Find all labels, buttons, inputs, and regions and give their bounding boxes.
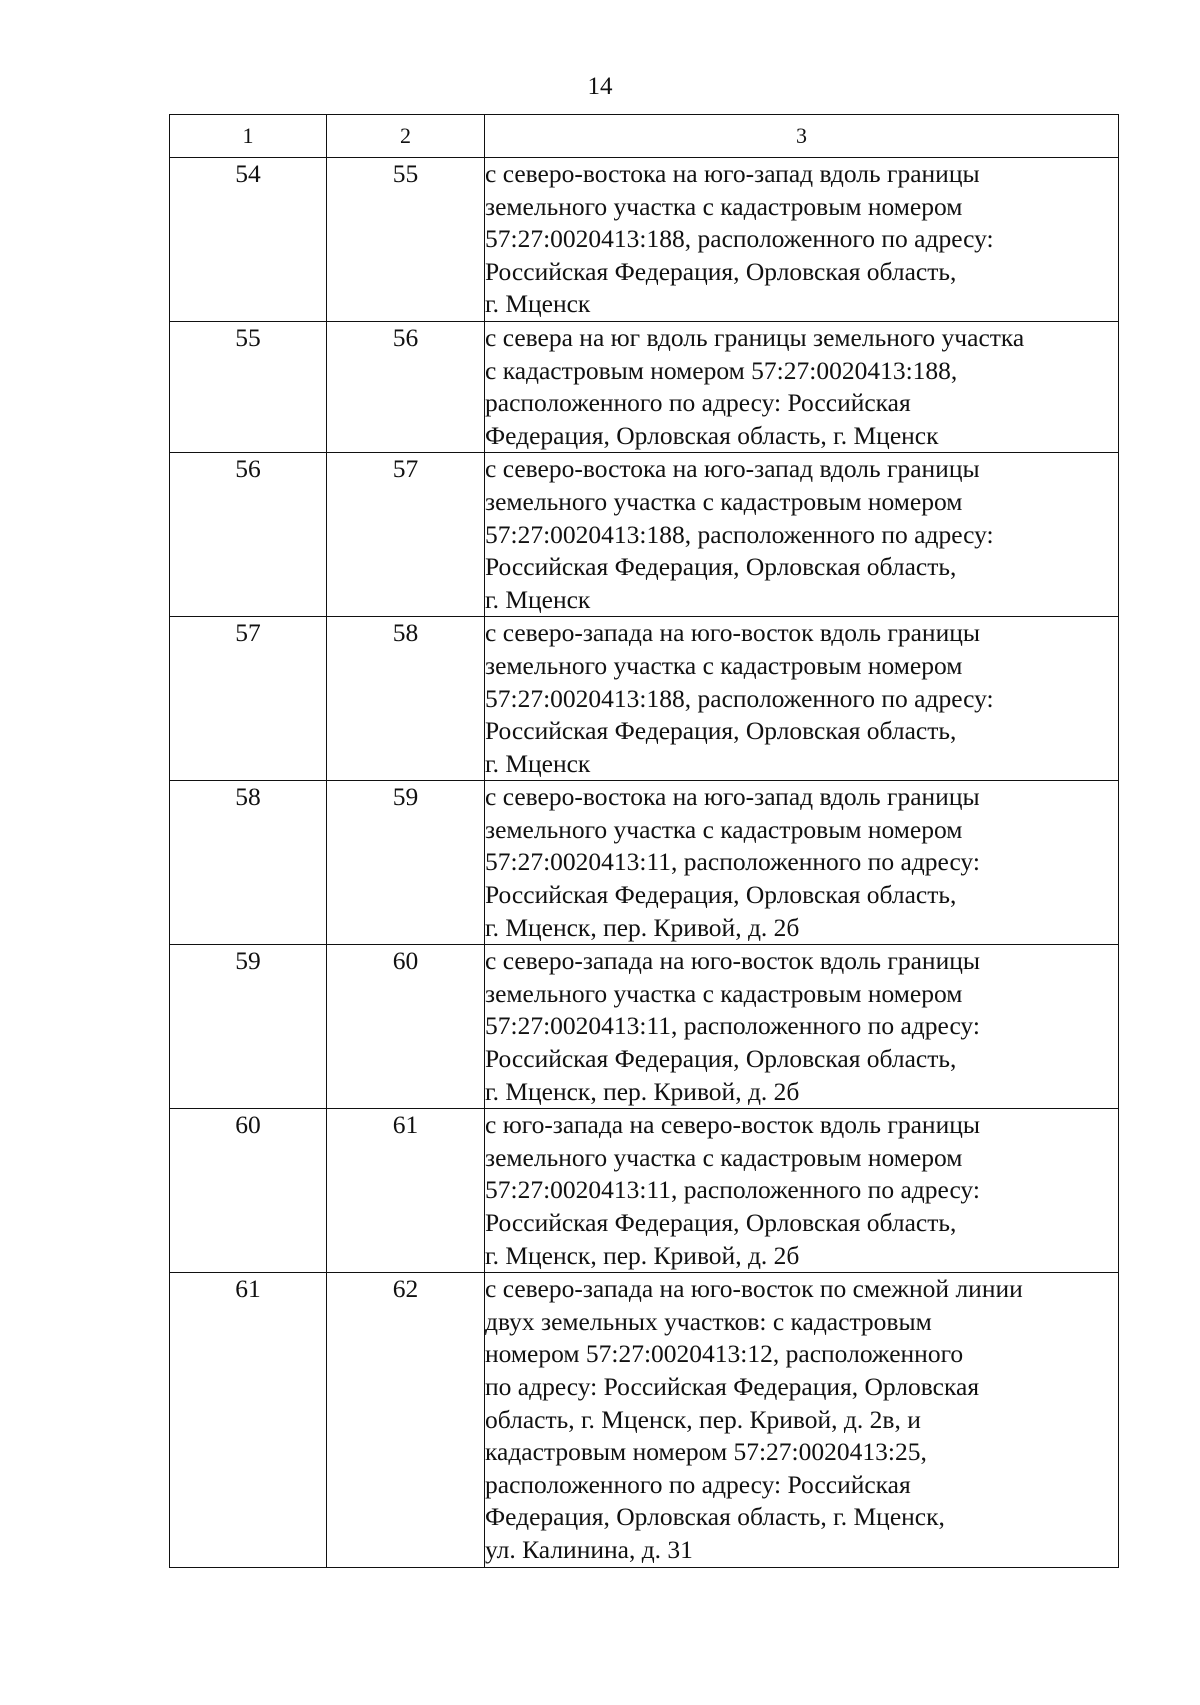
description-line: земельного участка с кадастровым номером bbox=[485, 486, 963, 516]
description-line: по адресу: Российская Федерация, Орловская bbox=[485, 1371, 980, 1401]
to-point-cell: 58 bbox=[327, 617, 485, 781]
description-line: г. Мценск, пер. Кривой, д. 2б bbox=[485, 1240, 800, 1270]
description-line: с северо-запада на юго-восток по смежной линии bbox=[485, 1274, 1023, 1304]
description-line: с юго-запада на северо-восток вдоль границы bbox=[485, 1110, 980, 1140]
from-point-cell: 61 bbox=[170, 1273, 327, 1567]
description-line: земельного участка с кадастровым номером bbox=[485, 978, 963, 1008]
description-line: расположенного по адресу: Российская bbox=[485, 388, 911, 418]
description-line: расположенного по адресу: Российская bbox=[485, 1469, 911, 1499]
to-point-cell: 55 bbox=[327, 158, 485, 322]
description-line: 57:27:0020413:11, расположенного по адресу: bbox=[485, 1011, 980, 1041]
description-line: земельного участка с кадастровым номером bbox=[485, 650, 963, 680]
to-point-cell: 62 bbox=[327, 1273, 485, 1567]
description-line: номером 57:27:0020413:12, расположенного bbox=[485, 1339, 964, 1369]
description-line: двух земельных участков: с кадастровым bbox=[485, 1306, 932, 1336]
table-row bbox=[170, 781, 1119, 945]
description-line: Российская Федерация, Орловская область, bbox=[485, 256, 957, 286]
from-point-cell: 56 bbox=[170, 453, 327, 617]
from-point-cell: 54 bbox=[170, 158, 327, 322]
description-line: 57:27:0020413:11, расположенного по адресу: bbox=[485, 1175, 980, 1205]
boundary-description-cell bbox=[485, 781, 1119, 945]
description-line: 57:27:0020413:188, расположенного по адресу: bbox=[485, 519, 994, 549]
column-header-from-point: 1 bbox=[170, 115, 327, 158]
to-point-cell: 56 bbox=[327, 321, 485, 452]
table-row bbox=[170, 945, 1119, 1109]
boundary-description-cell bbox=[485, 1109, 1119, 1273]
description-line: Российская Федерация, Орловская область, bbox=[485, 552, 957, 582]
description-line: г. Мценск bbox=[485, 584, 591, 614]
boundary-description-cell bbox=[485, 158, 1119, 322]
column-header-description: 3 bbox=[485, 115, 1119, 158]
description-line: Федерация, Орловская область, г. Мценск, bbox=[485, 1502, 945, 1532]
boundary-description-cell bbox=[485, 945, 1119, 1109]
description-line: с северо-востока на юго-запад вдоль границы bbox=[485, 782, 980, 812]
to-point-cell: 59 bbox=[327, 781, 485, 945]
table-row bbox=[170, 453, 1119, 617]
table-row bbox=[170, 158, 1119, 322]
description-line: ул. Калинина, д. 31 bbox=[485, 1534, 693, 1564]
table-row bbox=[170, 1109, 1119, 1273]
table-row bbox=[170, 321, 1119, 452]
description-line: Российская Федерация, Орловская область, bbox=[485, 1208, 957, 1237]
description-line: 57:27:0020413:188, расположенного по адресу: bbox=[485, 683, 994, 713]
description-line: Федерация, Орловская область, г. Мценск bbox=[485, 420, 939, 450]
description-line: 57:27:0020413:11, расположенного по адресу: bbox=[485, 847, 980, 877]
from-point-cell: 58 bbox=[170, 781, 327, 945]
boundary-description-cell bbox=[485, 1273, 1119, 1567]
from-point-cell: 59 bbox=[170, 945, 327, 1109]
from-point-cell: 55 bbox=[170, 321, 327, 452]
to-point-cell: 60 bbox=[327, 945, 485, 1109]
description-line: кадастровым номером 57:27:0020413:25, bbox=[485, 1437, 927, 1467]
boundary-description-table bbox=[169, 114, 1119, 1568]
boundary-description-cell bbox=[485, 453, 1119, 617]
table-row bbox=[170, 1273, 1119, 1567]
description-line: Российская Федерация, Орловская область, bbox=[485, 716, 957, 746]
description-line: земельного участка с кадастровым номером bbox=[485, 191, 963, 221]
description-line: с северо-запада на юго-восток вдоль границы bbox=[485, 618, 980, 648]
description-line: область, г. Мценск, пер. Кривой, д. 2в, и bbox=[485, 1404, 921, 1434]
to-point-cell: 61 bbox=[327, 1109, 485, 1273]
description-line: с северо-востока на юго-запад вдоль границы bbox=[485, 454, 980, 484]
description-line: с северо-запада на юго-восток вдоль границы bbox=[485, 946, 980, 976]
column-header-to-point: 2 bbox=[327, 115, 485, 158]
description-line: г. Мценск bbox=[485, 289, 591, 319]
description-line: г. Мценск, пер. Кривой, д. 2б bbox=[485, 1076, 800, 1106]
from-point-cell: 60 bbox=[170, 1109, 327, 1273]
description-line: с севера на юг вдоль границы земельного участка bbox=[485, 322, 1025, 352]
description-line: земельного участка с кадастровым номером bbox=[485, 814, 963, 844]
table-row bbox=[170, 617, 1119, 781]
from-point-cell: 57 bbox=[170, 617, 327, 781]
description-line: г. Мценск, пер. Кривой, д. 2б bbox=[485, 912, 800, 942]
boundary-description-cell bbox=[485, 617, 1119, 781]
to-point-cell: 57 bbox=[327, 453, 485, 617]
description-line: Российская Федерация, Орловская область, bbox=[485, 880, 957, 910]
boundary-description-cell bbox=[485, 321, 1119, 452]
description-line: с северо-востока на юго-запад вдоль границы bbox=[485, 159, 980, 188]
description-line: земельного участка с кадастровым номером bbox=[485, 1142, 963, 1172]
description-line: г. Мценск bbox=[485, 748, 591, 778]
page-number: 14 bbox=[587, 73, 613, 100]
table-body bbox=[170, 158, 1119, 1568]
description-line: 57:27:0020413:188, расположенного по адресу: bbox=[485, 224, 994, 254]
description-line: с кадастровым номером 57:27:0020413:188, bbox=[485, 355, 958, 385]
description-line: Российская Федерация, Орловская область, bbox=[485, 1044, 957, 1074]
table-header-row bbox=[170, 115, 1119, 158]
